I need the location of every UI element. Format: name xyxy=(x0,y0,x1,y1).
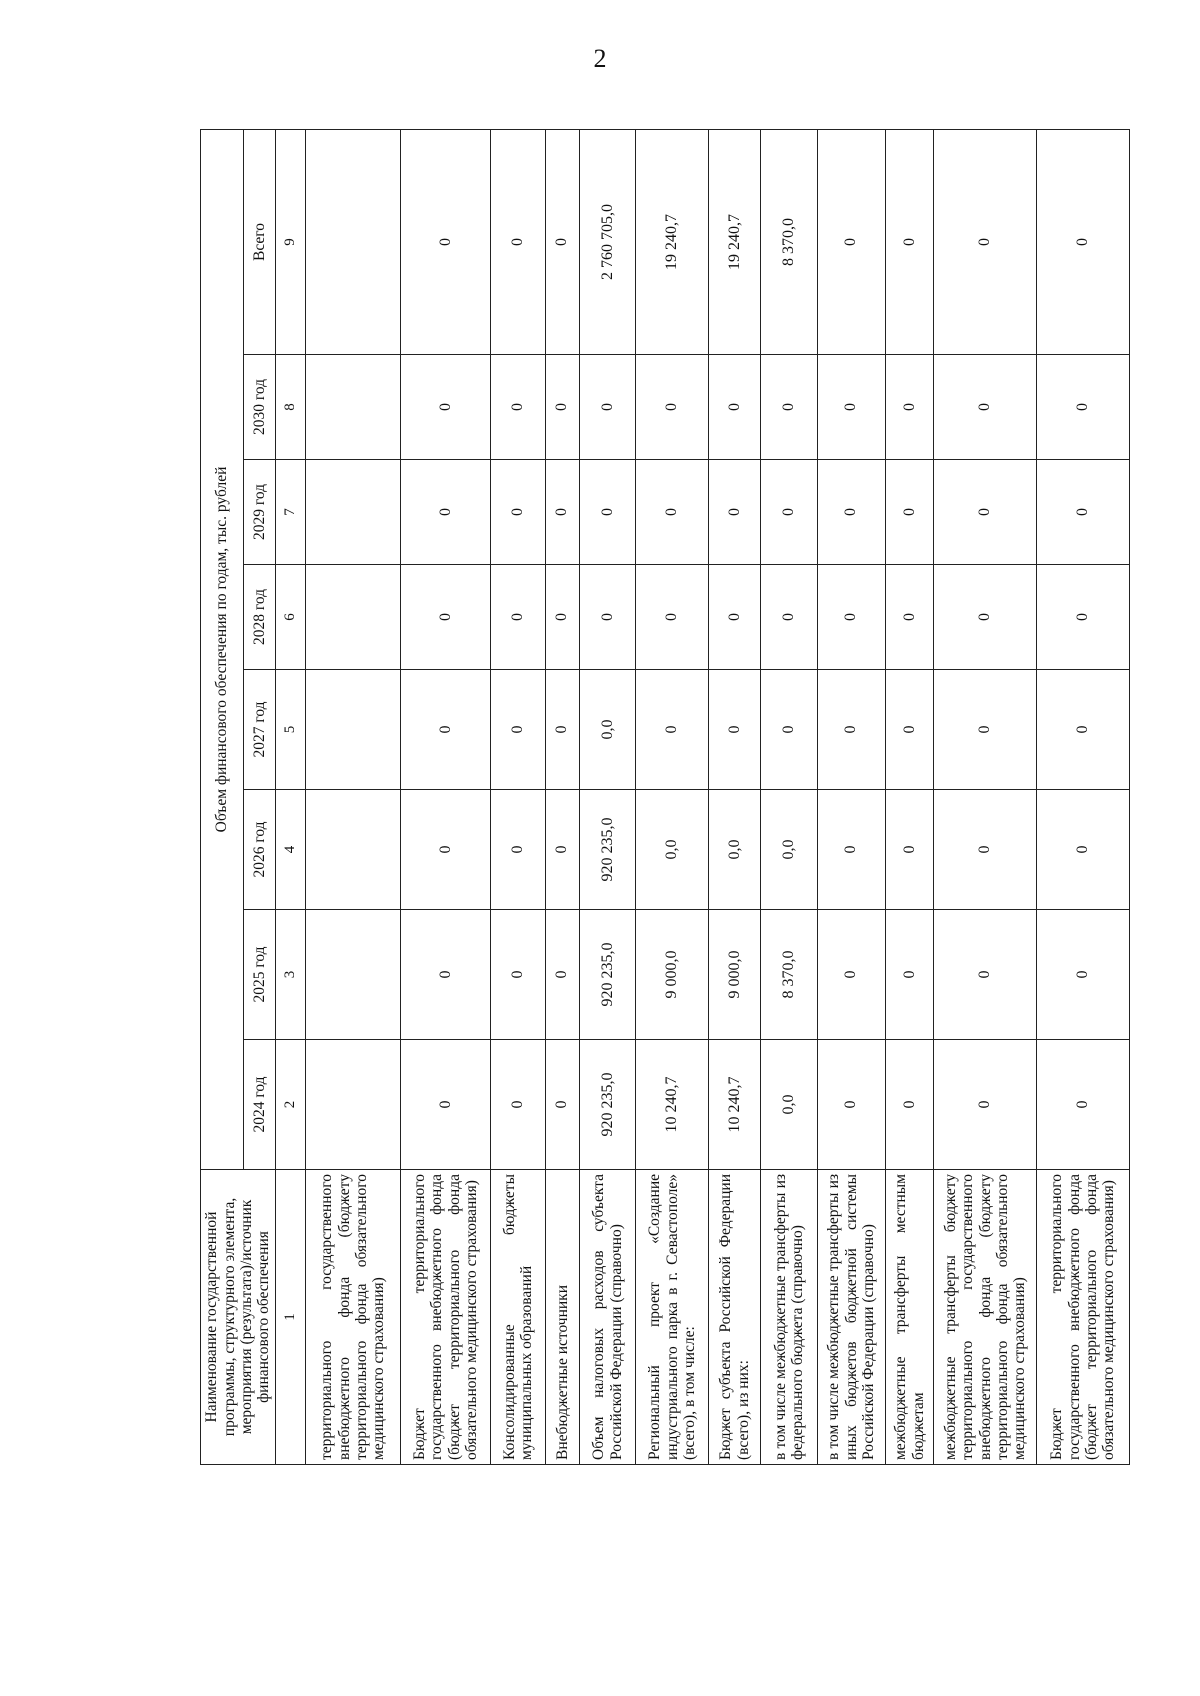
row-value-4: 0 xyxy=(817,790,885,910)
row-value-4: 920 235,0 xyxy=(580,790,636,910)
row-value-3: 0 xyxy=(491,910,545,1040)
row-value-6: 0 xyxy=(761,565,817,670)
row-value-3: 0 xyxy=(934,910,1037,1040)
row-value-6: 0 xyxy=(400,565,491,670)
header-year-1: 2024 год xyxy=(243,1040,275,1170)
row-value-2: 0 xyxy=(400,1040,491,1170)
row-value-3: 0 xyxy=(400,910,491,1040)
row-value-8 xyxy=(306,355,401,460)
header-year-3: 2026 год xyxy=(243,790,275,910)
row-value-6 xyxy=(306,565,401,670)
row-value-4: 0 xyxy=(886,790,934,910)
row-value-7: 0 xyxy=(491,460,545,565)
row-value-4: 0 xyxy=(545,790,579,910)
row-value-7: 0 xyxy=(545,460,579,565)
row-value-4: 0,0 xyxy=(708,790,760,910)
row-value-6: 0 xyxy=(491,565,545,670)
column-index-5: 5 xyxy=(275,670,305,790)
row-name: Региональный проект «Создание индустриального парка в г. Севастополе» (всего), в том числе: xyxy=(636,1170,709,1465)
row-name: Бюджет территориального государственного внебюджетного фонда (бюджет территориального фонда обязательного медицинского страхования) xyxy=(400,1170,491,1465)
row-value-5: 0 xyxy=(761,670,817,790)
row-value-7: 0 xyxy=(580,460,636,565)
header-row-group xyxy=(201,130,244,1465)
row-value-8: 0 xyxy=(636,355,709,460)
header-name-column: Наименование государственной программы, структурного элемента, мероприятия (результата)/источник финансового обеспечения xyxy=(201,1170,276,1465)
row-value-8: 0 xyxy=(400,355,491,460)
row-value-5: 0 xyxy=(817,670,885,790)
row-value-9: 0 xyxy=(817,130,885,355)
row-value-3: 0 xyxy=(886,910,934,1040)
row-value-7: 0 xyxy=(636,460,709,565)
header-financing-group: Объем финансового обеспечения по годам, тыс. рублей xyxy=(201,130,244,1170)
row-value-2: 0 xyxy=(545,1040,579,1170)
row-value-9: 19 240,7 xyxy=(636,130,709,355)
row-value-3 xyxy=(306,910,401,1040)
header-year-5: 2028 год xyxy=(243,565,275,670)
column-index-3: 3 xyxy=(275,910,305,1040)
row-name: в том числе межбюджетные трансферты из иных бюджетов бюджетной системы Российской Федерации (справочно) xyxy=(817,1170,885,1465)
row-value-9: 0 xyxy=(491,130,545,355)
row-value-2: 0 xyxy=(886,1040,934,1170)
row-value-2: 10 240,7 xyxy=(636,1040,709,1170)
row-value-6: 0 xyxy=(934,565,1037,670)
row-value-3: 8 370,0 xyxy=(761,910,817,1040)
table-wrapper xyxy=(200,130,1130,1465)
row-name: Внебюджетные источники xyxy=(545,1170,579,1465)
row-value-8: 0 xyxy=(817,355,885,460)
row-value-6: 0 xyxy=(580,565,636,670)
table-row xyxy=(817,130,885,1465)
row-value-3: 9 000,0 xyxy=(708,910,760,1040)
column-index-4: 4 xyxy=(275,790,305,910)
column-index-6: 6 xyxy=(275,565,305,670)
row-value-6: 0 xyxy=(708,565,760,670)
row-value-8: 0 xyxy=(708,355,760,460)
row-value-8: 0 xyxy=(886,355,934,460)
row-value-9: 0 xyxy=(934,130,1037,355)
header-year-8: Всего xyxy=(243,130,275,355)
row-value-2: 0,0 xyxy=(761,1040,817,1170)
row-value-7: 0 xyxy=(817,460,885,565)
row-value-7: 0 xyxy=(886,460,934,565)
row-value-3: 0 xyxy=(1037,910,1130,1040)
row-value-8: 0 xyxy=(934,355,1037,460)
row-value-5: 0 xyxy=(708,670,760,790)
header-year-7: 2030 год xyxy=(243,355,275,460)
row-value-5: 0 xyxy=(491,670,545,790)
row-value-2: 920 235,0 xyxy=(580,1040,636,1170)
row-value-7: 0 xyxy=(761,460,817,565)
column-index-8: 8 xyxy=(275,355,305,460)
row-value-7: 0 xyxy=(1037,460,1130,565)
row-value-8: 0 xyxy=(491,355,545,460)
row-value-9: 2 760 705,0 xyxy=(580,130,636,355)
column-index-9: 9 xyxy=(275,130,305,355)
row-value-3: 0 xyxy=(817,910,885,1040)
row-value-9: 0 xyxy=(1037,130,1130,355)
row-value-5 xyxy=(306,670,401,790)
row-value-6: 0 xyxy=(817,565,885,670)
row-value-9: 19 240,7 xyxy=(708,130,760,355)
row-value-2: 0 xyxy=(817,1040,885,1170)
column-index-7: 7 xyxy=(275,460,305,565)
row-value-3: 920 235,0 xyxy=(580,910,636,1040)
row-value-6: 0 xyxy=(886,565,934,670)
row-value-5: 0 xyxy=(934,670,1037,790)
row-value-9 xyxy=(306,130,401,355)
row-value-5: 0 xyxy=(545,670,579,790)
row-value-4: 0 xyxy=(400,790,491,910)
row-value-2: 10 240,7 xyxy=(708,1040,760,1170)
row-value-6: 0 xyxy=(636,565,709,670)
header-year-2: 2025 год xyxy=(243,910,275,1040)
table-row xyxy=(886,130,934,1465)
row-value-5: 0 xyxy=(1037,670,1130,790)
row-name: межбюджетные трансферты бюджету территориального государственного внебюджетного фонда (бюджету территориального фонда обязательного медицинского страхования) xyxy=(934,1170,1037,1465)
row-value-9: 8 370,0 xyxy=(761,130,817,355)
table-row xyxy=(306,130,401,1465)
row-name: в том числе межбюджетные трансферты из федерального бюджета (справочно) xyxy=(761,1170,817,1465)
row-value-7: 0 xyxy=(708,460,760,565)
row-name: Консолидированные бюджеты муниципальных образований xyxy=(491,1170,545,1465)
row-value-9: 0 xyxy=(545,130,579,355)
row-value-9: 0 xyxy=(400,130,491,355)
row-value-5: 0 xyxy=(400,670,491,790)
row-value-5: 0 xyxy=(636,670,709,790)
row-value-2 xyxy=(306,1040,401,1170)
header-year-6: 2029 год xyxy=(243,460,275,565)
row-value-3: 9 000,0 xyxy=(636,910,709,1040)
header-year-4: 2027 год xyxy=(243,670,275,790)
row-name: территориального государственного внебюджетного фонда (бюджету территориального фонда обязательного медицинского страхования) xyxy=(306,1170,401,1465)
page-number: 2 xyxy=(593,44,607,73)
row-value-4: 0 xyxy=(934,790,1037,910)
row-value-6: 0 xyxy=(545,565,579,670)
table-row xyxy=(580,130,636,1465)
table-row xyxy=(400,130,491,1465)
table-row xyxy=(491,130,545,1465)
row-value-3: 0 xyxy=(545,910,579,1040)
table-row xyxy=(545,130,579,1465)
row-value-5: 0,0 xyxy=(580,670,636,790)
row-value-2: 0 xyxy=(1037,1040,1130,1170)
table-row xyxy=(708,130,760,1465)
row-value-6: 0 xyxy=(1037,565,1130,670)
row-value-4: 0 xyxy=(491,790,545,910)
row-value-4: 0,0 xyxy=(636,790,709,910)
row-value-7: 0 xyxy=(400,460,491,565)
row-value-4 xyxy=(306,790,401,910)
row-name: Бюджет субъекта Российской Федерации (всего), из них: xyxy=(708,1170,760,1465)
financing-table xyxy=(200,129,1130,1465)
row-value-8: 0 xyxy=(1037,355,1130,460)
row-value-8: 0 xyxy=(761,355,817,460)
table-row xyxy=(1037,130,1130,1465)
table-row xyxy=(934,130,1037,1465)
row-name: Объем налоговых расходов субъекта Российской Федерации (справочно) xyxy=(580,1170,636,1465)
row-value-4: 0,0 xyxy=(761,790,817,910)
row-value-2: 0 xyxy=(934,1040,1037,1170)
row-value-8: 0 xyxy=(580,355,636,460)
row-value-4: 0 xyxy=(1037,790,1130,910)
row-name: Бюджет территориального государственного внебюджетного фонда (бюджет территориального фонда обязательного медицинского страхования) xyxy=(1037,1170,1130,1465)
column-index-1: 1 xyxy=(275,1170,305,1465)
row-value-5: 0 xyxy=(886,670,934,790)
row-value-2: 0 xyxy=(491,1040,545,1170)
row-name: межбюджетные трансферты местным бюджетам xyxy=(886,1170,934,1465)
column-index-2: 2 xyxy=(275,1040,305,1170)
header-row-index xyxy=(275,130,305,1465)
row-value-9: 0 xyxy=(886,130,934,355)
row-value-7 xyxy=(306,460,401,565)
row-value-7: 0 xyxy=(934,460,1037,565)
table-row xyxy=(761,130,817,1465)
row-value-8: 0 xyxy=(545,355,579,460)
table-row xyxy=(636,130,709,1465)
